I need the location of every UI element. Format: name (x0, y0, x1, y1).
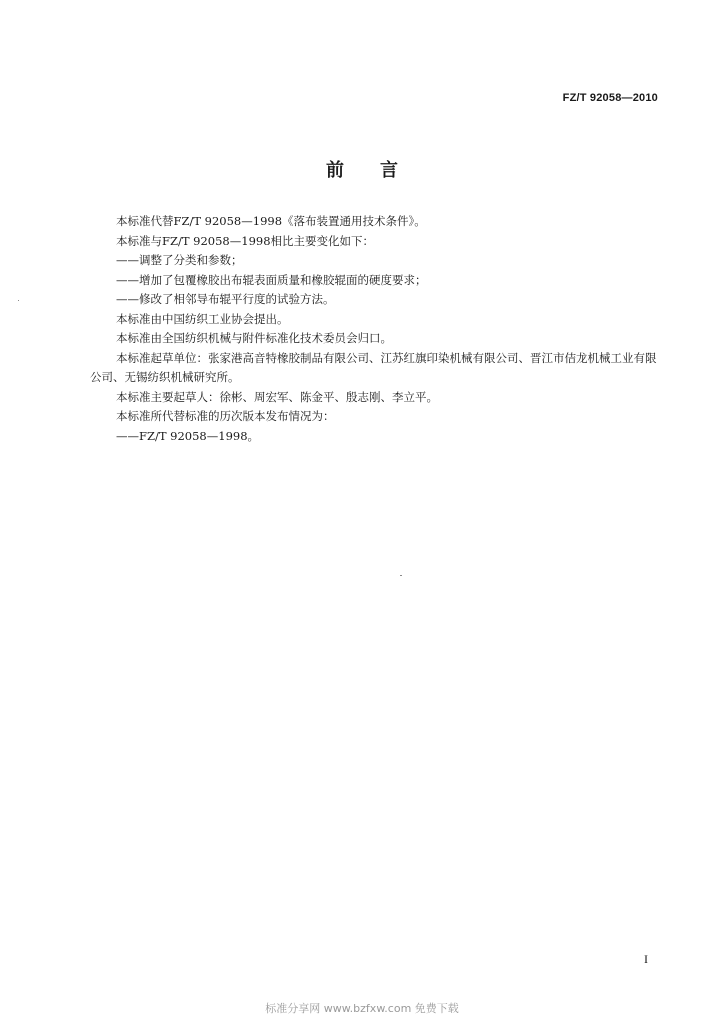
foreword-body (90, 212, 658, 446)
paragraph-replaces: 本标准代替FZ/T 92058—1998《落布装置通用技术条件》。 (116, 214, 426, 228)
paragraph-administered-by: 本标准由全国纺织机械与附件标准化技术委员会归口。 (116, 331, 392, 345)
page-number: I (644, 952, 648, 966)
paragraph-drafters: 本标准主要起草人：徐彬、周宏军、陈金平、殷志刚、李立平。 (116, 389, 438, 404)
paragraph-history-intro: 本标准所代替标准的历次版本发布情况为： (116, 409, 335, 423)
scan-speck (400, 575, 402, 576)
paragraph-drafting-units: 本标准起草单位：张家港高音特橡胶制品有限公司、江苏红旗印染机械有限公司、晋江市佶龙机械工业有限公司、无锡纺织机械研究所。 (90, 350, 657, 384)
paragraph-changes-intro: 本标准与FZ/T 92058—1998相比主要变化如下： (116, 233, 375, 248)
history-item: ——FZ/T 92058—1998。 (116, 428, 260, 443)
watermark-footer: 标准分享网 www.bzfxw.com 免费下载 (265, 1002, 459, 1015)
paragraph-proposed-by: 本标准由中国纺织工业协会提出。 (116, 311, 289, 326)
change-item: ——修改了相邻导布辊平行度的试验方法。 (116, 292, 335, 306)
scan-speck (18, 300, 19, 301)
standard-code: FZ/T 92058—2010 (562, 92, 658, 104)
change-item: ——增加了包覆橡胶出布辊表面质量和橡胶辊面的硬度要求； (116, 272, 427, 287)
page-title: 前言 (326, 160, 434, 181)
change-item: ——调整了分类和参数； (116, 253, 243, 267)
